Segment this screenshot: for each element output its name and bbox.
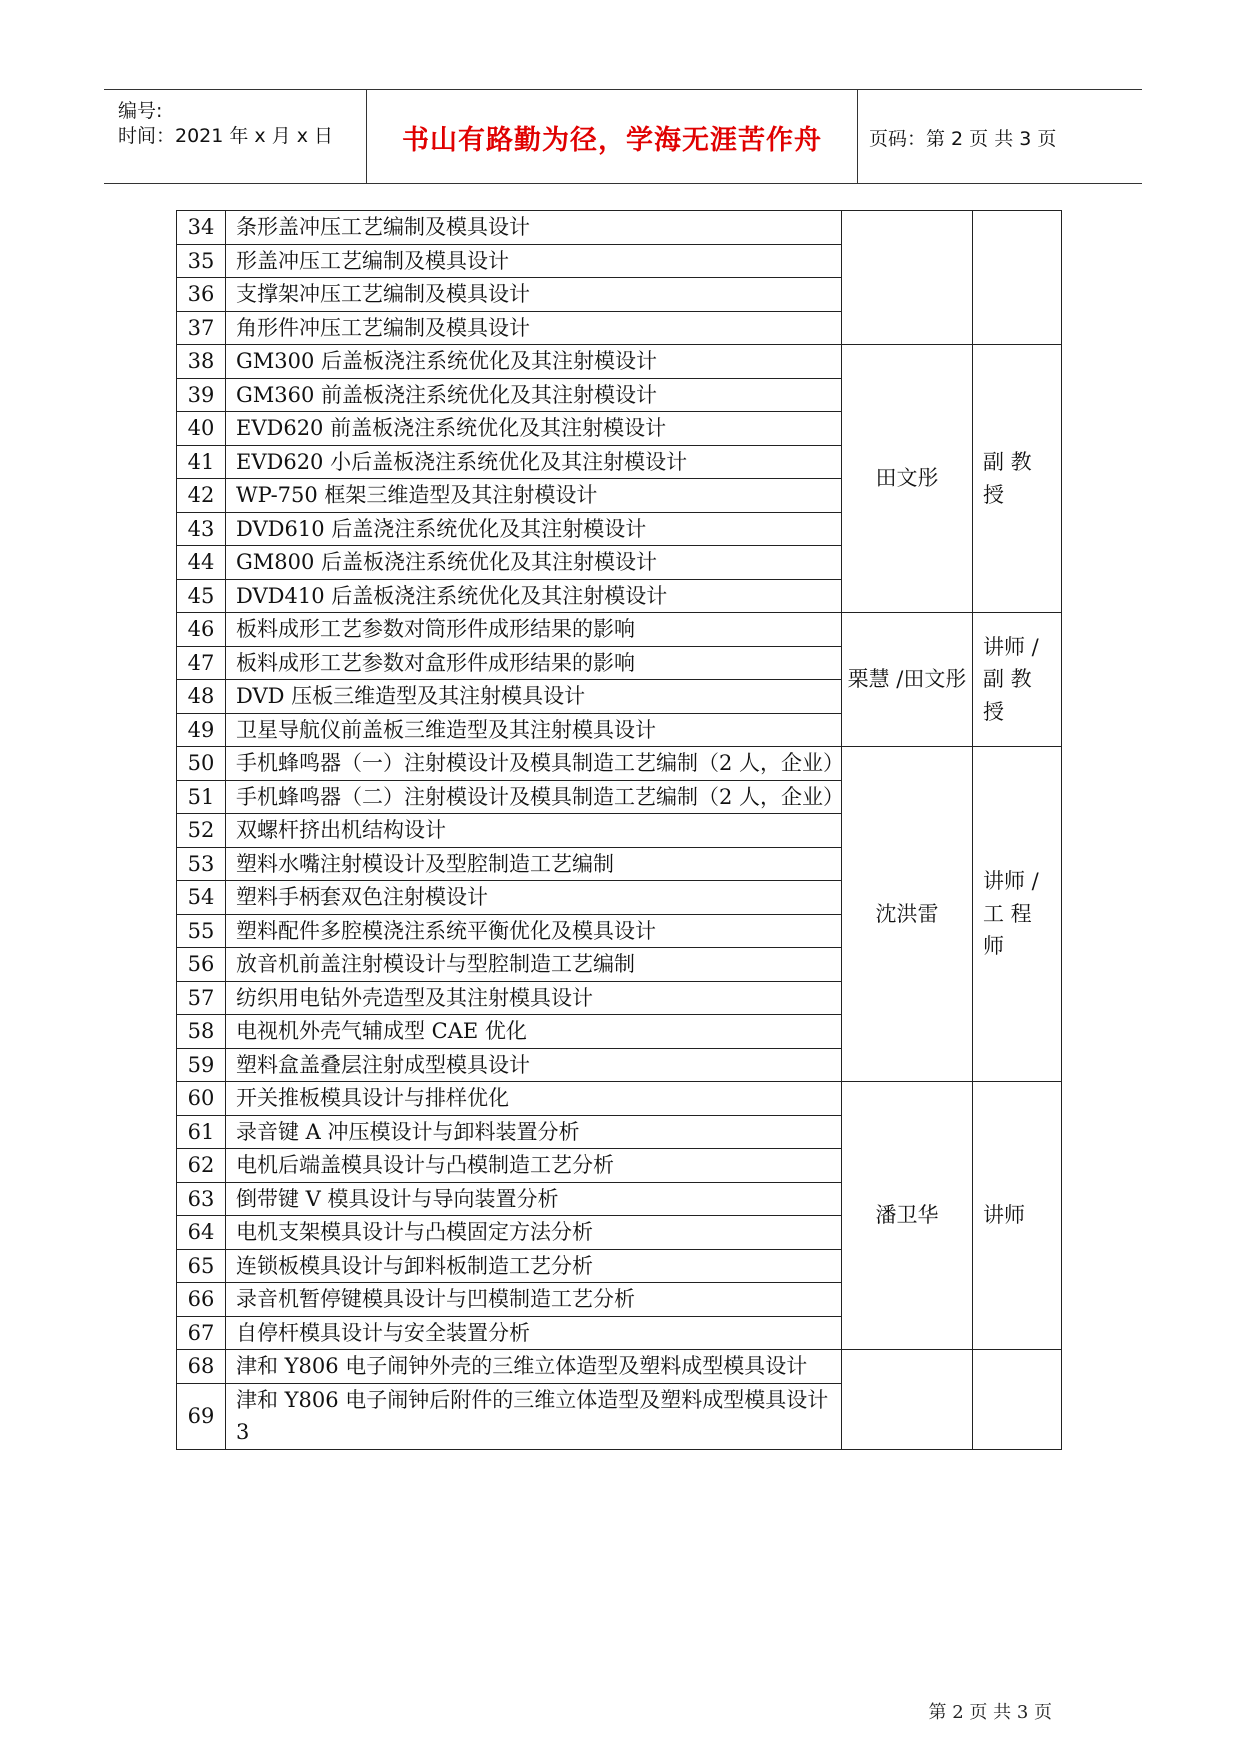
row-number: 43	[177, 512, 226, 546]
page-header	[104, 89, 1142, 184]
row-number: 63	[177, 1182, 226, 1216]
topic-title: 形盖冲压工艺编制及模具设计	[226, 244, 842, 278]
topic-title: 自停杆模具设计与安全装置分析	[226, 1316, 842, 1350]
table-row	[177, 613, 1062, 647]
row-number: 36	[177, 278, 226, 312]
row-number: 66	[177, 1283, 226, 1317]
advisor-name: 潘卫华	[842, 1082, 973, 1350]
topic-title: 录音键 A 冲压模设计与卸料装置分析	[226, 1115, 842, 1149]
advisor-title: 讲师 / 工 程 师	[973, 747, 1062, 1082]
advisor-name	[842, 211, 973, 345]
header-middle-cell	[366, 90, 858, 183]
topic-title: 塑料手柄套双色注射模设计	[226, 881, 842, 915]
topic-title: 手机蜂鸣器（二）注射模设计及模具制造工艺编制（2 人，企业）	[226, 780, 842, 814]
advisor-title: 讲师	[973, 1082, 1062, 1350]
row-number: 62	[177, 1149, 226, 1183]
table-row	[177, 345, 1062, 379]
topic-title: GM300 后盖板浇注系统优化及其注射模设计	[226, 345, 842, 379]
row-number: 52	[177, 814, 226, 848]
topic-title: 塑料水嘴注射模设计及型腔制造工艺编制	[226, 847, 842, 881]
topic-title: 津和 Y806 电子闹钟后附件的三维立体造型及塑料成型模具设计 3	[226, 1383, 842, 1449]
advisor-title	[973, 1350, 1062, 1450]
header-left-cell	[104, 90, 366, 183]
row-number: 37	[177, 311, 226, 345]
topic-title: 支撑架冲压工艺编制及模具设计	[226, 278, 842, 312]
table-row	[177, 747, 1062, 781]
topic-title: 角形件冲压工艺编制及模具设计	[226, 311, 842, 345]
topic-title: 板料成形工艺参数对盒形件成形结果的影响	[226, 646, 842, 680]
row-number: 42	[177, 479, 226, 513]
topic-title: 电机支架模具设计与凸模固定方法分析	[226, 1216, 842, 1250]
topic-title: 开关推板模具设计与排样优化	[226, 1082, 842, 1116]
advisor-title: 讲师 / 副 教 授	[973, 613, 1062, 747]
row-number: 67	[177, 1316, 226, 1350]
topic-title: 手机蜂鸣器（一）注射模设计及模具制造工艺编制（2 人，企业）	[226, 747, 842, 781]
advisor-name: 栗慧 /田文彤	[842, 613, 973, 747]
row-number: 59	[177, 1048, 226, 1082]
document-time-label: 时间：2021 年 x 月 x 日	[118, 125, 334, 147]
row-number: 64	[177, 1216, 226, 1250]
header-page-label: 页码：第 2 页 共 3 页	[869, 128, 1057, 150]
row-number: 46	[177, 613, 226, 647]
row-number: 48	[177, 680, 226, 714]
header-right-cell	[857, 90, 1142, 183]
row-number: 55	[177, 914, 226, 948]
topic-title: 津和 Y806 电子闹钟外壳的三维立体造型及塑料成型模具设计	[226, 1350, 842, 1384]
row-number: 60	[177, 1082, 226, 1116]
topic-title: 连锁板模具设计与卸料板制造工艺分析	[226, 1249, 842, 1283]
row-number: 65	[177, 1249, 226, 1283]
row-number: 45	[177, 579, 226, 613]
topic-title: GM360 前盖板浇注系统优化及其注射模设计	[226, 378, 842, 412]
row-number: 57	[177, 981, 226, 1015]
row-number: 38	[177, 345, 226, 379]
advisor-title: 副 教 授	[973, 345, 1062, 613]
topic-table	[176, 210, 1062, 1450]
row-number: 61	[177, 1115, 226, 1149]
topic-title: 倒带键 V 模具设计与导向装置分析	[226, 1182, 842, 1216]
topic-title: 电机后端盖模具设计与凸模制造工艺分析	[226, 1149, 842, 1183]
advisor-name	[842, 1350, 973, 1450]
topic-title: 放音机前盖注射模设计与型腔制造工艺编制	[226, 948, 842, 982]
topic-title: DVD610 后盖浇注系统优化及其注射模设计	[226, 512, 842, 546]
advisor-title	[973, 211, 1062, 345]
topic-title: 录音机暂停键模具设计与凹模制造工艺分析	[226, 1283, 842, 1317]
topic-title: 板料成形工艺参数对筒形件成形结果的影响	[226, 613, 842, 647]
topic-title: 电视机外壳气辅成型 CAE 优化	[226, 1015, 842, 1049]
row-number: 47	[177, 646, 226, 680]
row-number: 56	[177, 948, 226, 982]
row-number: 50	[177, 747, 226, 781]
topic-title: 卫星导航仪前盖板三维造型及其注射模具设计	[226, 713, 842, 747]
table-row	[177, 1082, 1062, 1116]
topic-title: EVD620 小后盖板浇注系统优化及其注射模设计	[226, 445, 842, 479]
header-motto: 书山有路勤为径，学海无涯苦作舟	[402, 125, 822, 156]
row-number: 41	[177, 445, 226, 479]
row-number: 34	[177, 211, 226, 245]
topic-title: 塑料配件多腔模浇注系统平衡优化及模具设计	[226, 914, 842, 948]
table-row	[177, 1350, 1062, 1384]
topic-title: DVD 压板三维造型及其注射模具设计	[226, 680, 842, 714]
advisor-name: 田文彤	[842, 345, 973, 613]
row-number: 44	[177, 546, 226, 580]
page-footer: 第 2 页 共 3 页	[928, 1702, 1052, 1723]
table-row	[177, 211, 1062, 245]
row-number: 51	[177, 780, 226, 814]
topic-title: 条形盖冲压工艺编制及模具设计	[226, 211, 842, 245]
row-number: 58	[177, 1015, 226, 1049]
topic-title: 塑料盒盖叠层注射成型模具设计	[226, 1048, 842, 1082]
document-number-label: 编号:	[118, 100, 163, 122]
row-number: 35	[177, 244, 226, 278]
topic-title: 纺织用电钻外壳造型及其注射模具设计	[226, 981, 842, 1015]
topic-title: DVD410 后盖板浇注系统优化及其注射模设计	[226, 579, 842, 613]
row-number: 39	[177, 378, 226, 412]
topic-title: EVD620 前盖板浇注系统优化及其注射模设计	[226, 412, 842, 446]
row-number: 40	[177, 412, 226, 446]
row-number: 69	[177, 1383, 226, 1449]
topic-title: WP-750 框架三维造型及其注射模设计	[226, 479, 842, 513]
row-number: 68	[177, 1350, 226, 1384]
advisor-name: 沈洪雷	[842, 747, 973, 1082]
topic-title: GM800 后盖板浇注系统优化及其注射模设计	[226, 546, 842, 580]
topic-title: 双螺杆挤出机结构设计	[226, 814, 842, 848]
row-number: 54	[177, 881, 226, 915]
row-number: 53	[177, 847, 226, 881]
row-number: 49	[177, 713, 226, 747]
